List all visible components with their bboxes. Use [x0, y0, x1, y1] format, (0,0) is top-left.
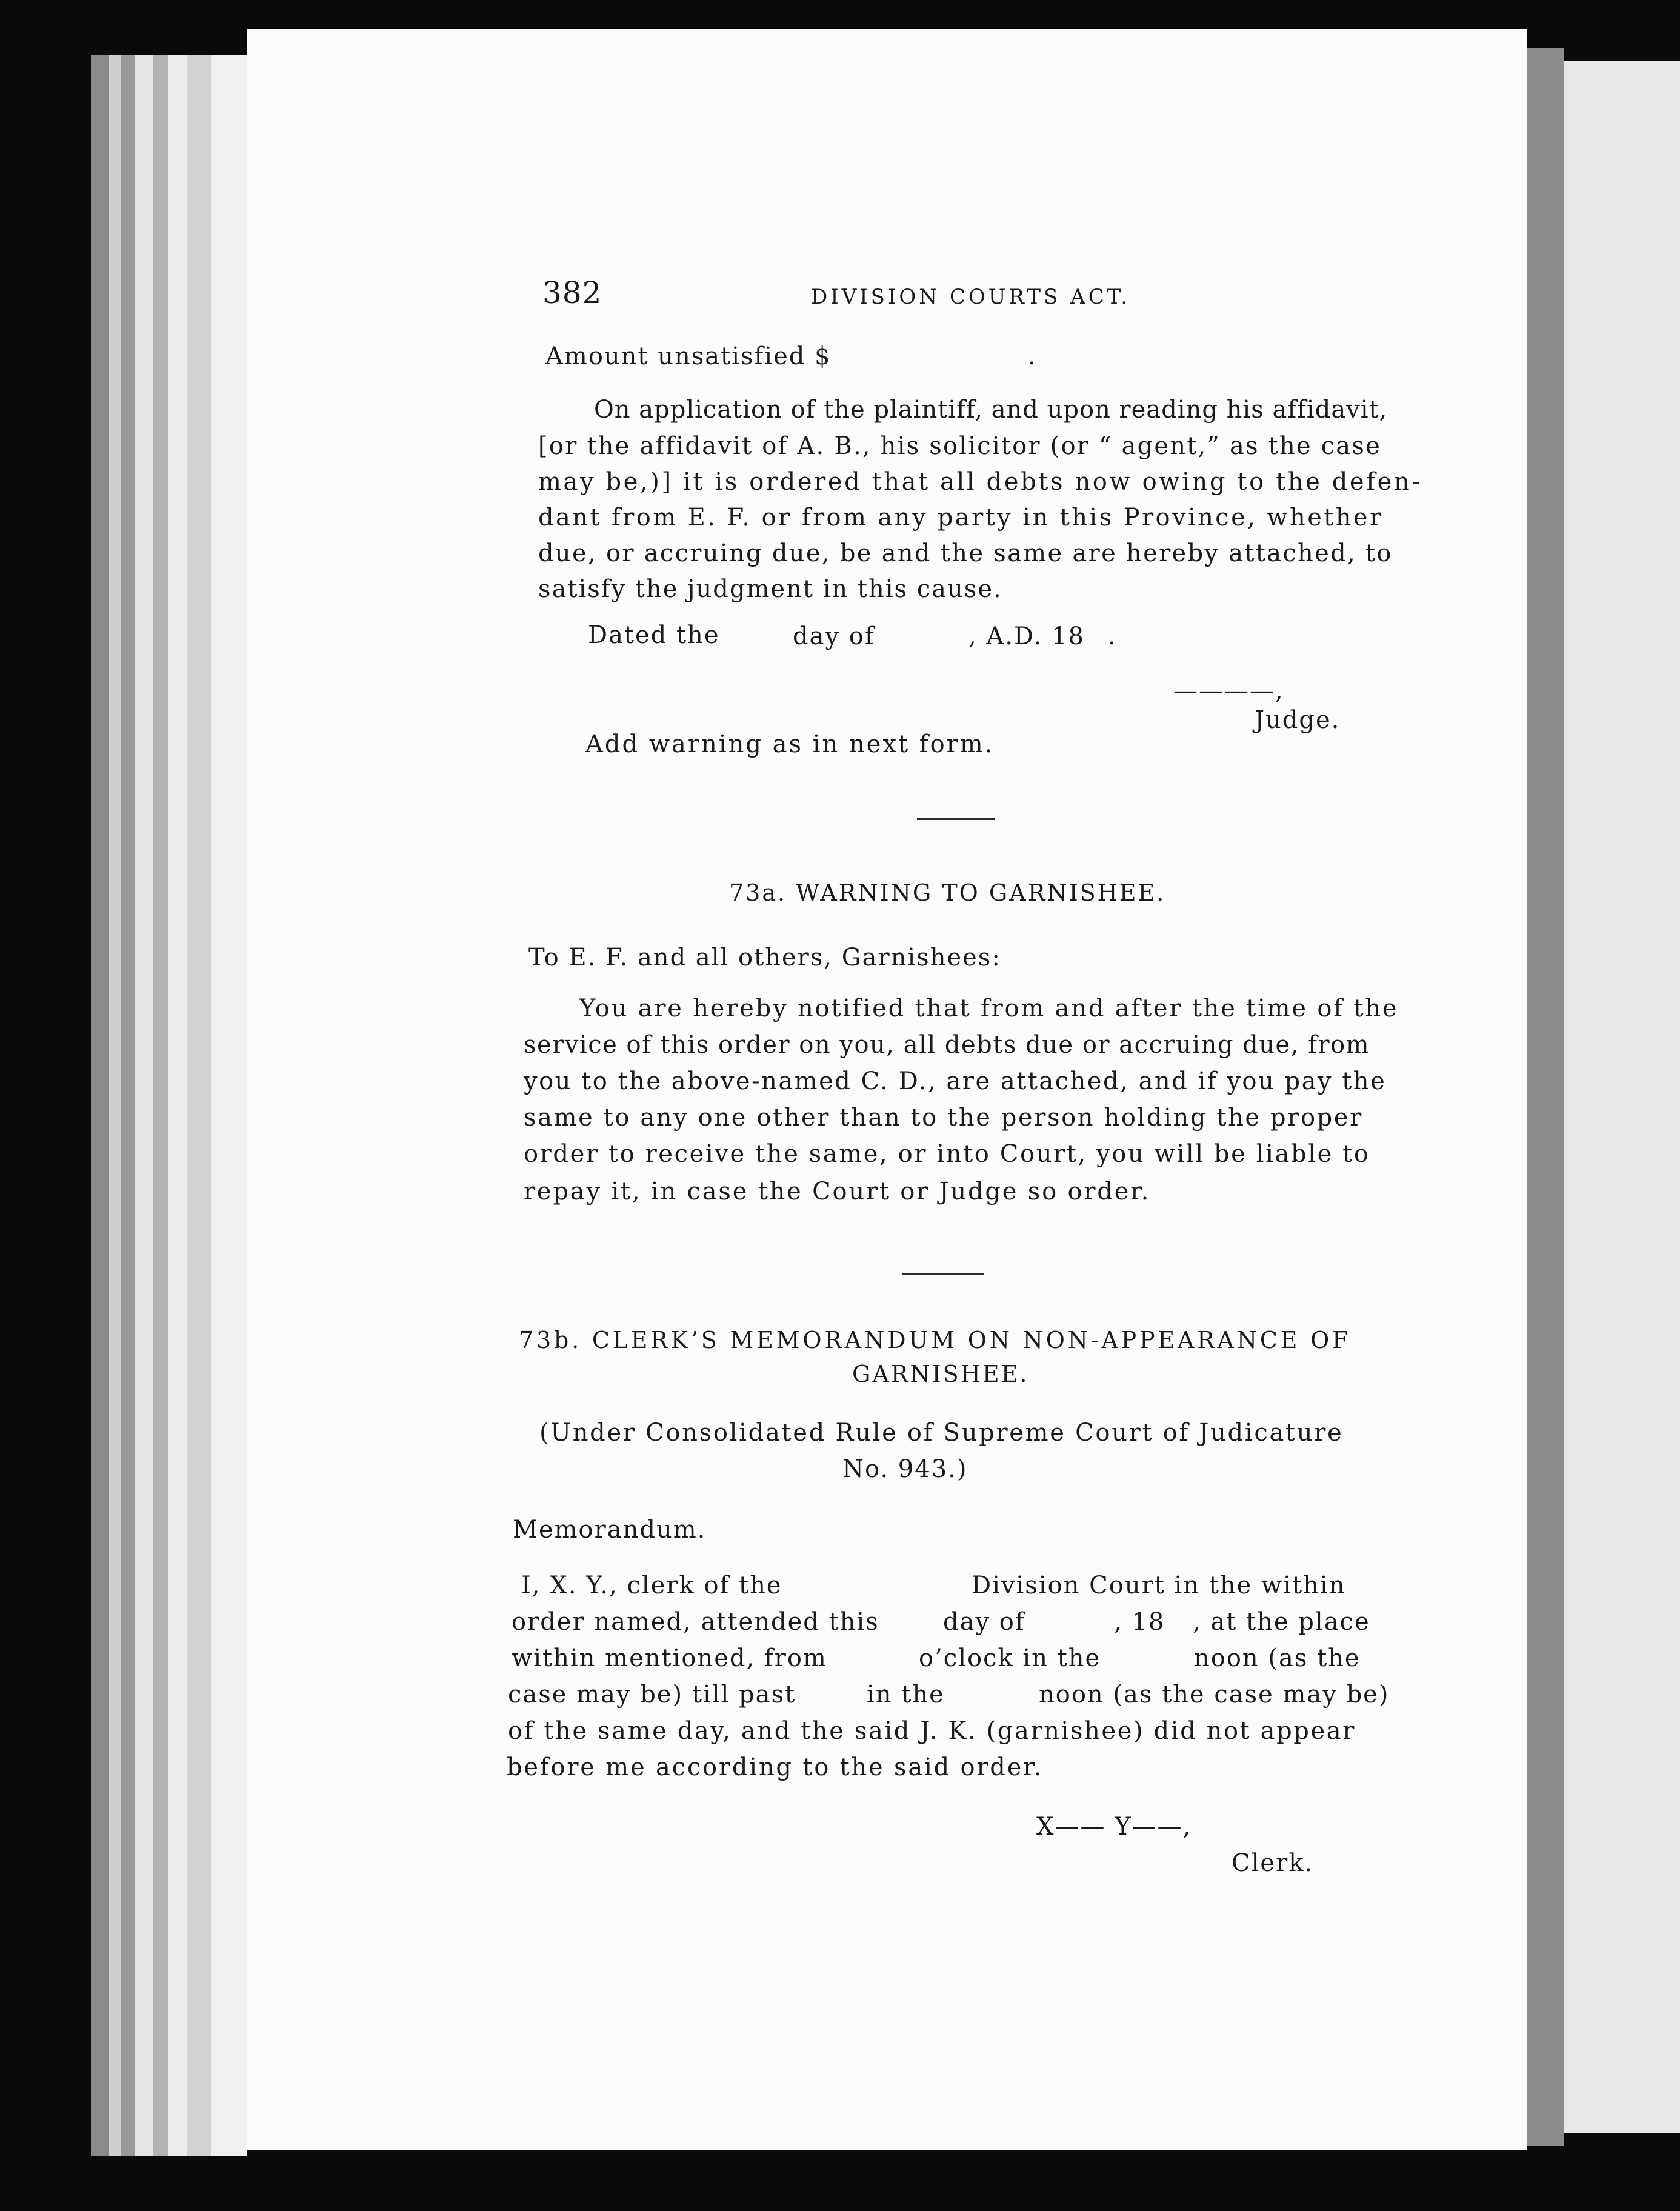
- facing-page-edge: [1527, 48, 1564, 2146]
- book-edge: [121, 55, 135, 2156]
- order-line-3: may be,)] it is ordered that all debts now owing to the defen-: [538, 468, 1422, 496]
- memo-line-6: before me according to the said order.: [507, 1753, 1044, 1781]
- warning-line-5: order to receive the same, or into Court, you will be liable to: [524, 1140, 1370, 1168]
- book-edge: [91, 55, 109, 2156]
- memo-line-4c: noon (as the case may be): [1039, 1681, 1390, 1709]
- warning-line-3: you to the above-named C. D., are attached, and if you pay the: [524, 1067, 1387, 1095]
- book-edge: [187, 55, 211, 2156]
- book-edge: [168, 55, 187, 2156]
- judge-label: Judge.: [1255, 706, 1341, 734]
- memo-line-1a: I, X. Y., clerk of the: [521, 1572, 782, 1599]
- memo-line-2b: day of: [943, 1608, 1025, 1636]
- running-title: DIVISION COURTS ACT.: [811, 285, 1131, 309]
- memo-line-4b: in the: [867, 1681, 945, 1709]
- clerk-label: Clerk.: [1232, 1849, 1314, 1877]
- order-line-1: [594, 398, 1644, 422]
- order-text: On application of the plaintiff, and upon reading his affidavit,: [594, 396, 1388, 424]
- warning-salutation: To E. F. and all others, Garnishees:: [528, 944, 1001, 972]
- facing-page: [1564, 61, 1680, 2133]
- memo-line-2d: , at the place: [1193, 1608, 1370, 1636]
- signature-line: ————,: [1173, 677, 1284, 705]
- warning-heading: 73a. WARNING TO GARNISHEE.: [729, 879, 1166, 906]
- dated-the: Dated the: [588, 621, 720, 649]
- memo-label: Memorandum.: [513, 1516, 707, 1544]
- warning-line-4: same to any one other than to the person holding the proper: [524, 1104, 1363, 1132]
- memo-line-3a: within mentioned, from: [512, 1644, 827, 1672]
- memo-heading-line-1: 73b. CLERK’S MEMORANDUM ON NON-APPEARANCE OF: [519, 1327, 1352, 1353]
- warning-line-6: repay it, in case the Court or Judge so order.: [524, 1178, 1151, 1206]
- memo-line-1b: Division Court in the within: [972, 1572, 1346, 1599]
- memo-line-2c: , 18: [1114, 1608, 1165, 1636]
- dated-day-of: day of: [793, 622, 875, 650]
- memo-line-3b: o’clock in the: [919, 1644, 1101, 1672]
- book-edge: [135, 55, 153, 2156]
- book-page: [247, 29, 1527, 2150]
- clerk-signature: X—— Y——,: [1036, 1813, 1192, 1841]
- order-line-5: due, or accruing due, be and the same are hereby attached, to: [538, 539, 1393, 567]
- amount-dot: .: [1028, 342, 1037, 370]
- memo-subheading-line-2: No. 943.): [842, 1455, 968, 1483]
- warning-line-1: You are hereby notified that from and after the time of the: [579, 995, 1399, 1022]
- section-divider: [902, 1273, 984, 1275]
- book-edge: [211, 55, 247, 2156]
- order-line-2: [or the affidavit of A. B., his solicitor (or “ agent,” as the case: [538, 432, 1381, 460]
- book-edge: [109, 55, 121, 2156]
- memo-line-3c: noon (as the: [1194, 1644, 1361, 1672]
- amount-line: Amount unsatisfied $: [545, 342, 832, 370]
- book-edge: [153, 55, 168, 2156]
- memo-heading-line-2: GARNISHEE.: [852, 1361, 1029, 1387]
- warning-line-2: service of this order on you, all debts due or accruing due, from: [524, 1031, 1370, 1059]
- order-line-6: satisfy the judgment in this cause.: [538, 575, 1002, 603]
- memo-line-4a: case may be) till past: [508, 1681, 796, 1709]
- page-number: 382: [542, 275, 602, 310]
- section-divider: [917, 818, 995, 820]
- dated-ad: , A.D. 18: [968, 622, 1085, 650]
- memo-line-5: of the same day, and the said J. K. (garnishee) did not appear: [508, 1717, 1356, 1745]
- add-warning-note: Add warning as in next form.: [585, 730, 995, 758]
- dated-dot: .: [1108, 622, 1117, 650]
- order-line-4: dant from E. F. or from any party in this Province, whether: [538, 504, 1384, 532]
- memo-subheading-line-1: (Under Consolidated Rule of Supreme Court of Judicature: [539, 1419, 1344, 1447]
- memo-line-2a: order named, attended this: [512, 1608, 879, 1636]
